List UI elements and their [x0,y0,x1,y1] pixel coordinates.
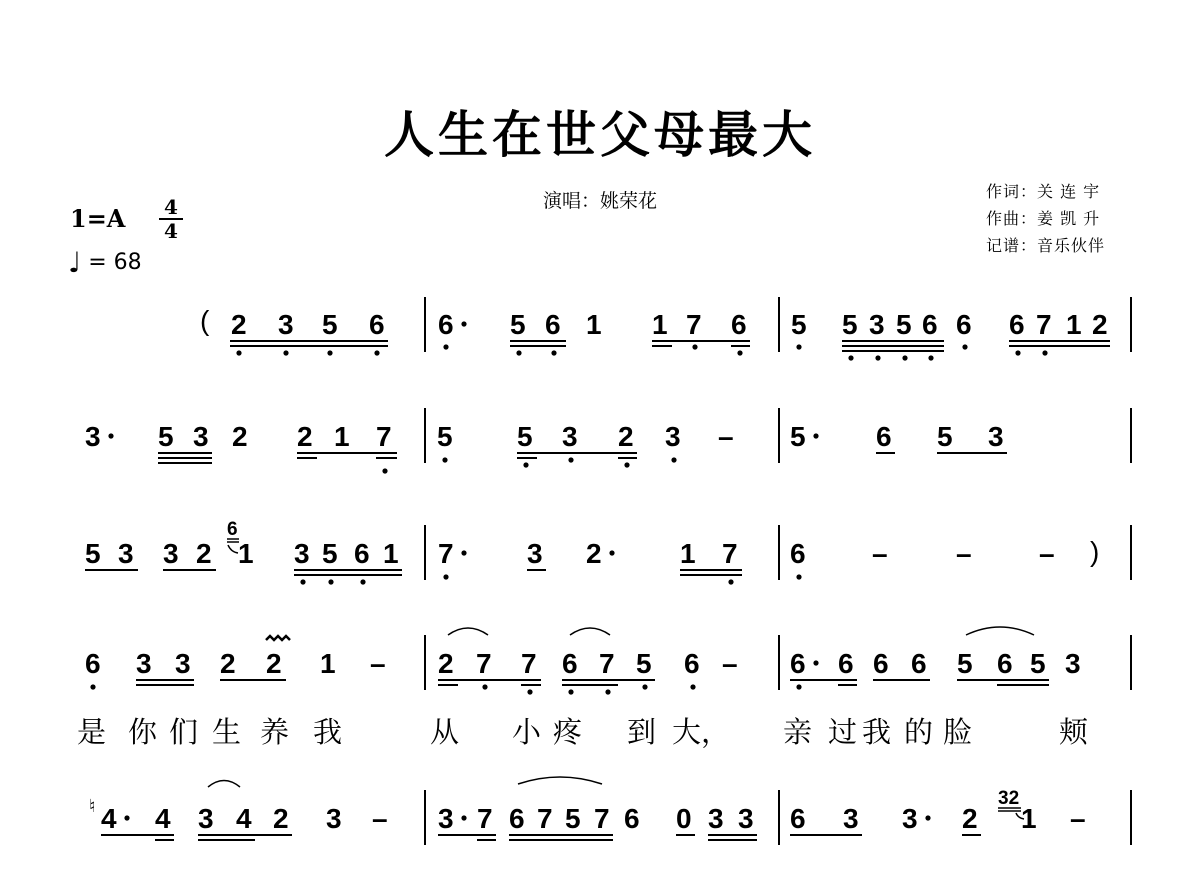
note: 6 [562,648,578,679]
note: 3 [85,421,101,452]
note: 7 [599,648,615,679]
dash: – [1039,538,1055,569]
note: 6 [956,309,972,340]
lyric: 从 [430,715,460,749]
note: 7 [438,538,454,569]
note: 3 [326,803,342,834]
time-signature [157,196,185,242]
note: 6 [624,803,640,834]
lyric: 大， [672,715,731,749]
singer-credit: 演唱：姚荣花 [542,190,657,212]
note: 6 [911,648,927,679]
quarter-note-icon: ♩ [68,246,82,279]
note: 6 [369,309,385,340]
staff-row-2 [0,408,1200,488]
note: 5 [322,538,338,569]
time-signature-bottom: 4 [164,219,178,243]
note: 5 [1030,648,1046,679]
lyric: 养 [260,715,290,749]
dash: – [722,648,738,679]
note: 1 [586,309,602,340]
staff-row-1 [0,292,1200,372]
lyric: 们 [169,715,199,749]
note: 1 [320,648,336,679]
note: 3 [1065,648,1081,679]
lyric: 到 [627,715,657,749]
note: 6 [876,421,892,452]
note: 4 [236,803,252,834]
note: 6 [790,538,806,569]
note: 3 [902,803,918,834]
note: 3 [136,648,152,679]
note: 3 [198,803,214,834]
note: 3 [163,538,179,569]
staff-row-5-notation [0,790,1200,850]
note: 2 [438,648,454,679]
note: 1 [383,538,399,569]
staff-row-3 [0,519,1200,605]
note: 5 [322,309,338,340]
note: 3 [708,803,724,834]
note: 2 [297,421,313,452]
note: 4 [155,803,171,834]
note: 3 [988,421,1004,452]
note: 6 [873,648,889,679]
tempo-marking [68,246,142,279]
note: 6 [354,538,370,569]
note: 5 [565,803,581,834]
staff-row-5 [0,790,1200,870]
note: 5 [790,421,806,452]
lyric: 我 [862,715,892,749]
staff-row-4 [0,635,1200,749]
note: 7 [476,648,492,679]
note: 5 [437,421,453,452]
grace-note: 32 [998,788,1020,809]
note: 3 [118,538,134,569]
note: 5 [85,538,101,569]
lyric: 生 [212,715,242,749]
note: 1 [1021,803,1037,834]
note: 3 [527,538,543,569]
note: 1 [238,538,254,569]
key-signature: 1=A [70,204,126,233]
lyric: 脸 [943,715,973,749]
lyric: 过 [828,715,858,749]
note: 3 [438,803,454,834]
note: 6 [997,648,1013,679]
note: 2 [232,421,248,452]
lyric: 是 [77,715,107,749]
note: 7 [594,803,610,834]
lyric: 我 [313,715,343,749]
note: 3 [869,309,885,340]
note: 1 [1066,309,1082,340]
staff-row-1-notation [0,292,1200,382]
note: 6 [922,309,938,340]
note: 3 [175,648,191,679]
note: 5 [636,648,652,679]
lyric: 亲 [783,715,813,749]
dash: – [872,538,888,569]
note: 6 [838,648,854,679]
note: 2 [196,538,212,569]
note: 2 [220,648,236,679]
note: 7 [537,803,553,834]
note: 2 [618,421,634,452]
lyricist-credit: 作词：关 连 宇 [986,182,1101,201]
note: 3 [278,309,294,340]
note: 7 [376,421,392,452]
lyric: 颊 [1059,715,1089,749]
lyric: 小 [512,715,542,749]
note: 7 [477,803,493,834]
staff-row-4-notation [0,635,1200,705]
composer-credit: 作曲：姜 凯 升 [986,209,1101,228]
note: 6 [509,803,525,834]
song-title: 人生在世父母最大 [384,105,816,164]
note: 7 [686,309,702,340]
note: 5 [842,309,858,340]
note: 3 [665,421,681,452]
lyric: 你 [128,715,158,749]
mordent-icon [266,636,290,640]
note: 5 [510,309,526,340]
credits-block [986,178,1105,259]
note: 5 [791,309,807,340]
note: 0 [676,803,692,834]
note: 3 [193,421,209,452]
note: 3 [294,538,310,569]
note: 4 [101,803,117,834]
note: 5 [517,421,533,452]
note: 7 [521,648,537,679]
note: 1 [680,538,696,569]
note: 2 [273,803,289,834]
note: 1 [652,309,668,340]
transcriber-credit: 记谱：音乐伙伴 [986,236,1106,255]
note: 3 [738,803,754,834]
note: 6 [790,648,806,679]
note: 6 [85,648,101,679]
note: 3 [562,421,578,452]
note: 7 [722,538,738,569]
note: 6 [1009,309,1025,340]
dash: – [372,803,388,834]
note: 5 [957,648,973,679]
dash: – [956,538,972,569]
note: 5 [158,421,174,452]
note: 5 [896,309,912,340]
time-signature-top: 4 [164,195,178,219]
staff-row-2-notation [0,408,1200,498]
note: 2 [266,648,282,679]
note: 1 [334,421,350,452]
note: 5 [937,421,953,452]
note: 3 [843,803,859,834]
dash: – [718,421,734,452]
note: 2 [962,803,978,834]
note: 6 [731,309,747,340]
note: 6 [438,309,454,340]
lyric: 的 [904,715,934,749]
paren-open: ( [200,305,210,336]
tempo-value: = 68 [88,250,142,275]
note: 2 [1092,309,1108,340]
paren-close: ) [1090,536,1100,567]
lyric: 疼 [553,715,583,749]
note: 2 [231,309,247,340]
note: 6 [684,648,700,679]
note: 6 [790,803,806,834]
note: 6 [545,309,561,340]
accidental-natural: ♮ [89,796,96,817]
dash: – [370,648,386,679]
staff-row-3-notation [0,519,1200,615]
dash: – [1070,803,1086,834]
grace-note: 6 [227,519,238,540]
note: 7 [1036,309,1052,340]
note: 2 [586,538,602,569]
